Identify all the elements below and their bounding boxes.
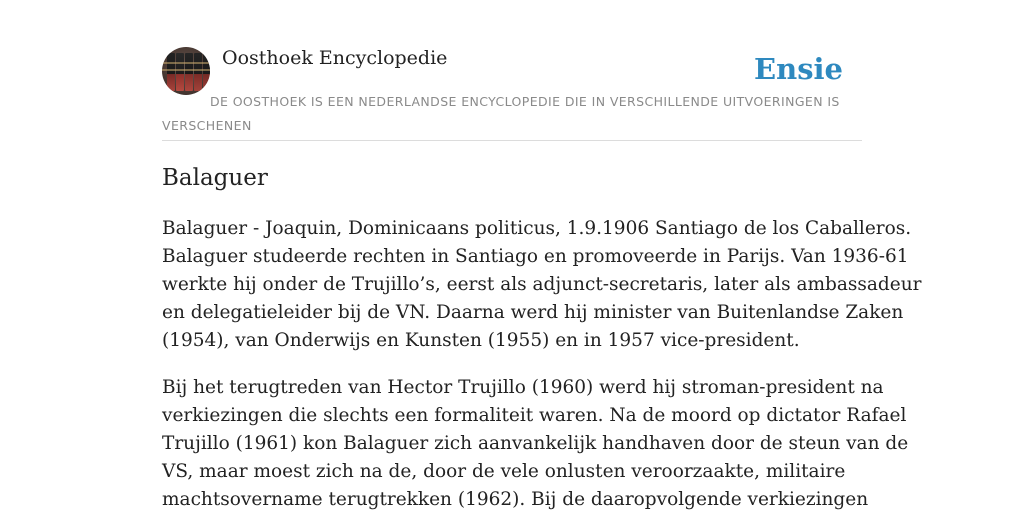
article-paragraph	[162, 215, 922, 355]
paragraph-line: en delegatieleider bij de VN. Daarna werd hij minister van Buitenlandse Zaken	[162, 302, 904, 323]
paragraph-line: Balaguer - Joaquin, Dominicaans politicus, 1.9.1906 Santiago de los Caballeros.	[162, 218, 912, 239]
paragraph-line: Bij het terugtreden van Hector Trujillo (1960) werd hij stroman-president na	[162, 377, 884, 398]
article-title: Balaguer	[162, 165, 268, 191]
paragraph-line: (1954), van Onderwijs en Kunsten (1955) en in 1957 vice-president.	[162, 330, 800, 351]
site-title[interactable]: Oosthoek Encyclopedie	[222, 47, 448, 69]
site-tagline: DE OOSTHOEK IS EEN NEDERLANDSE ENCYCLOPEDIE DIE IN VERSCHILLENDE UITVOERINGEN IS VERSCHENEN	[162, 94, 840, 133]
article-paragraph	[162, 374, 909, 512]
paragraph-line: werkte hij onder de Trujillo’s, eerst als adjunct-secretaris, later als ambassadeur	[162, 274, 922, 295]
paragraph-line: Trujillo (1961) kon Balaguer zich aanvankelijk handhaven door de steun van de	[162, 433, 909, 454]
paragraph-line: verkiezingen die slechts een formaliteit waren. Na de moord op dictator Rafael	[162, 405, 907, 426]
encyclopedia-books-icon[interactable]	[162, 47, 210, 95]
site-header	[162, 46, 862, 141]
paragraph-line: Balaguer studeerde rechten in Santiago en promoveerde in Parijs. Van 1936-61	[162, 246, 909, 267]
article-body	[162, 215, 922, 512]
paragraph-line: VS, maar moest zich na de, door de vele onlusten veroorzaakte, militaire	[162, 461, 846, 482]
paragraph-line: machtsovername terugtrekken (1962). Bij de daaropvolgende verkiezingen	[162, 489, 869, 510]
brand-logo-link[interactable]: Ensie	[754, 52, 843, 86]
